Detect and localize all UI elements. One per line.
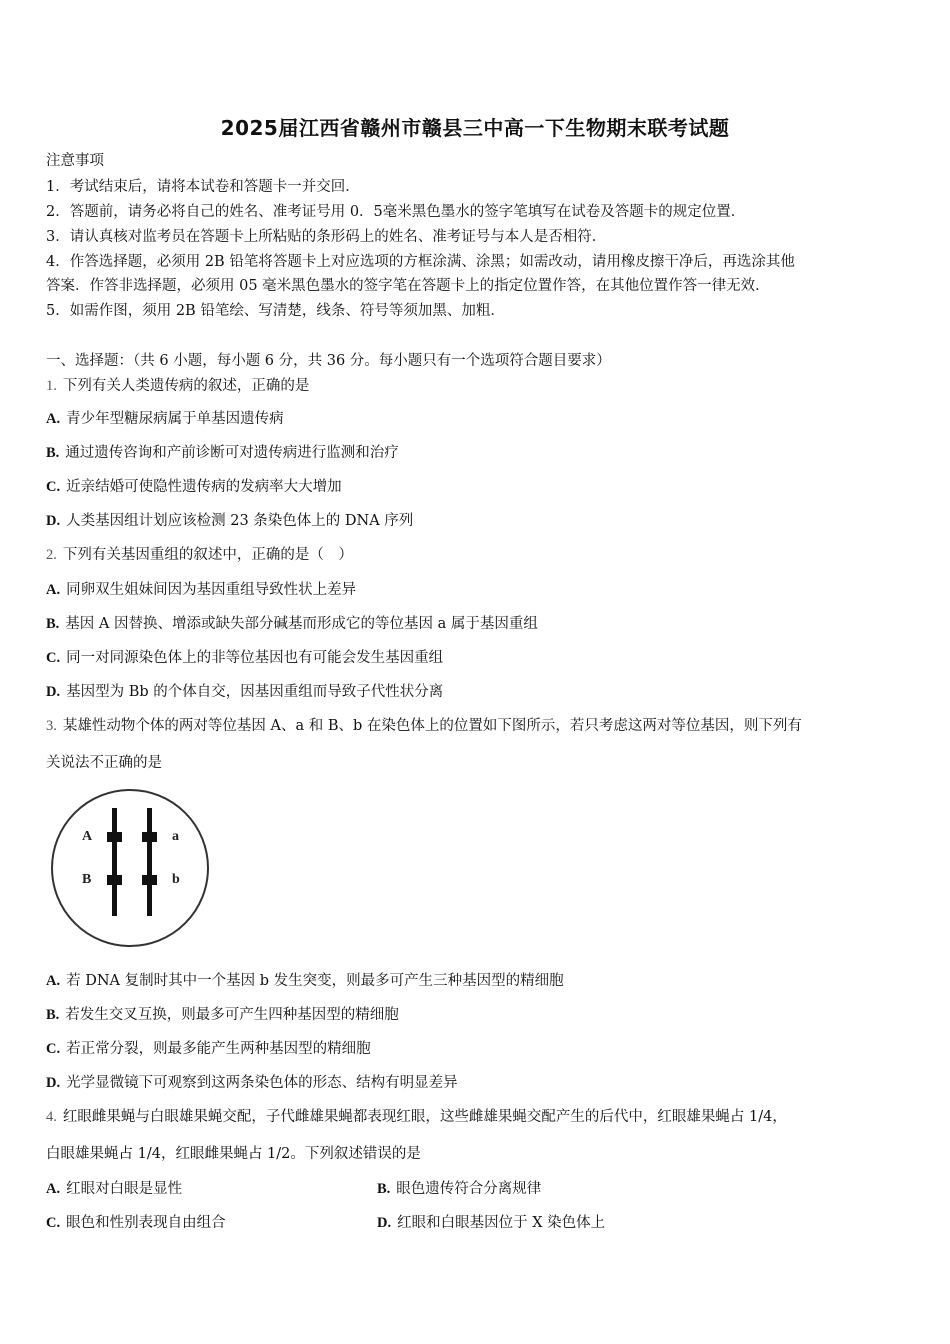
question-3-stem	[46, 716, 802, 736]
q2-option-c: C. 同一对同源染色体上的非等位基因也有可能会发生基因重组	[46, 650, 444, 666]
q2-option-d: D. 基因型为 Bb 的个体自交，因基因重组而导致子代性状分离	[46, 684, 444, 700]
question-text: 红眼雌果蝇与白眼雄果蝇交配，子代雌雄果蝇都表现红眼，这些雌雄果蝇交配产生的后代中，红眼雄果蝇占 1/4，	[62, 1109, 787, 1125]
question-number: 1.	[46, 378, 57, 394]
q3-option-d: D. 光学显微镜下可观察到这两条染色体的形态、结构有明显差异	[46, 1075, 458, 1091]
gene-label-a: a	[172, 829, 179, 844]
gene-label-A: A	[82, 829, 93, 844]
q1-option-b: B. 通过遗传咨询和产前诊断可对遗传病进行监测和治疗	[46, 445, 399, 461]
question-text: 下列有关人类遗传病的叙述，正确的是	[62, 378, 310, 394]
notice-item-1: 1．考试结束后，请将本试卷和答题卡一并交回．	[46, 179, 360, 195]
q3-option-c: C. 若正常分裂，则最多能产生两种基因型的精细胞	[46, 1041, 371, 1057]
q4-option-c: C. 眼色和性别表现自由组合	[46, 1215, 226, 1231]
notice-item-4-cont: 答案．作答非选择题，必须用 05 毫米黑色墨水的签字笔在答题卡上的指定位置作答，在其他位置作答一律无效．	[46, 278, 770, 294]
q2-option-b: B. 基因 A 因替换、增添或缺失部分碱基而形成它的等位基因 a 属于基因重组	[46, 616, 538, 632]
gene-label-B: B	[82, 872, 92, 887]
chromosome-diagram	[50, 788, 212, 948]
q3-option-a: A. 若 DNA 复制时其中一个基因 b 发生突变，则最多可产生三种基因型的精细胞	[46, 973, 564, 989]
page-title: 2025届江西省赣州市赣县三中高一下生物期末联考试题	[220, 116, 730, 140]
question-text: 某雄性动物个体的两对等位基因 A、a 和 B、b 在染色体上的位置如下图所示，若只考虑这两对等位基因，则下列有	[62, 718, 802, 734]
notice-item-3: 3．请认真核对监考员在答题卡上所粘贴的条形码上的姓名、准考证号与本人是否相符．	[46, 229, 607, 245]
question-4-stem	[46, 1107, 787, 1127]
q3-option-b: B. 若发生交叉互换，则最多可产生四种基因型的精细胞	[46, 1007, 399, 1023]
question-2-stem	[46, 545, 353, 565]
q1-option-d: D. 人类基因组计划应该检测 23 条染色体上的 DNA 序列	[46, 513, 414, 529]
q2-option-a: A. 同卵双生姐妹间因为基因重组导致性状上差异	[46, 582, 357, 598]
gene-label-b: b	[172, 872, 180, 887]
q1-option-c: C. 近亲结婚可使隐性遗传病的发病率大大增加	[46, 479, 342, 495]
question-4-stem-cont: 白眼雄果蝇占 1/4，红眼雌果蝇占 1/2。下列叙述错误的是	[46, 1146, 421, 1162]
q4-option-d: D. 红眼和白眼基因位于 X 染色体上	[377, 1215, 606, 1231]
question-text: 下列有关基因重组的叙述中，正确的是（ ）	[62, 547, 353, 563]
question-1-stem	[46, 376, 309, 396]
q4-option-a: A. 红眼对白眼是显性	[46, 1181, 183, 1197]
question-number: 4.	[46, 1109, 57, 1125]
q1-option-a: A. 青少年型糖尿病属于单基因遗传病	[46, 411, 284, 427]
notice-heading: 注意事项	[46, 153, 104, 169]
question-number: 2.	[46, 547, 57, 563]
notice-item-5: 5．如需作图，须用 2B 铅笔绘、写清楚，线条、符号等须加黑、加粗．	[46, 303, 505, 319]
notice-item-4: 4．作答选择题，必须用 2B 铅笔将答题卡上对应选项的方框涂满、涂黑；如需改动，请用橡皮擦干净后，再选涂其他	[46, 254, 795, 270]
notice-item-2: 2．答题前，请务必将自己的姓名、准考证号用 0．5毫米黑色墨水的签字笔填写在试卷及答题卡的规定位置．	[46, 204, 746, 220]
section-heading: 一、选择题：（共 6 小题，每小题 6 分，共 36 分。每小题只有一个选项符合题目要求）	[46, 353, 611, 369]
q4-option-b: B. 眼色遗传符合分离规律	[377, 1181, 542, 1197]
question-number: 3.	[46, 718, 57, 734]
question-3-stem-cont: 关说法不正确的是	[46, 755, 162, 771]
